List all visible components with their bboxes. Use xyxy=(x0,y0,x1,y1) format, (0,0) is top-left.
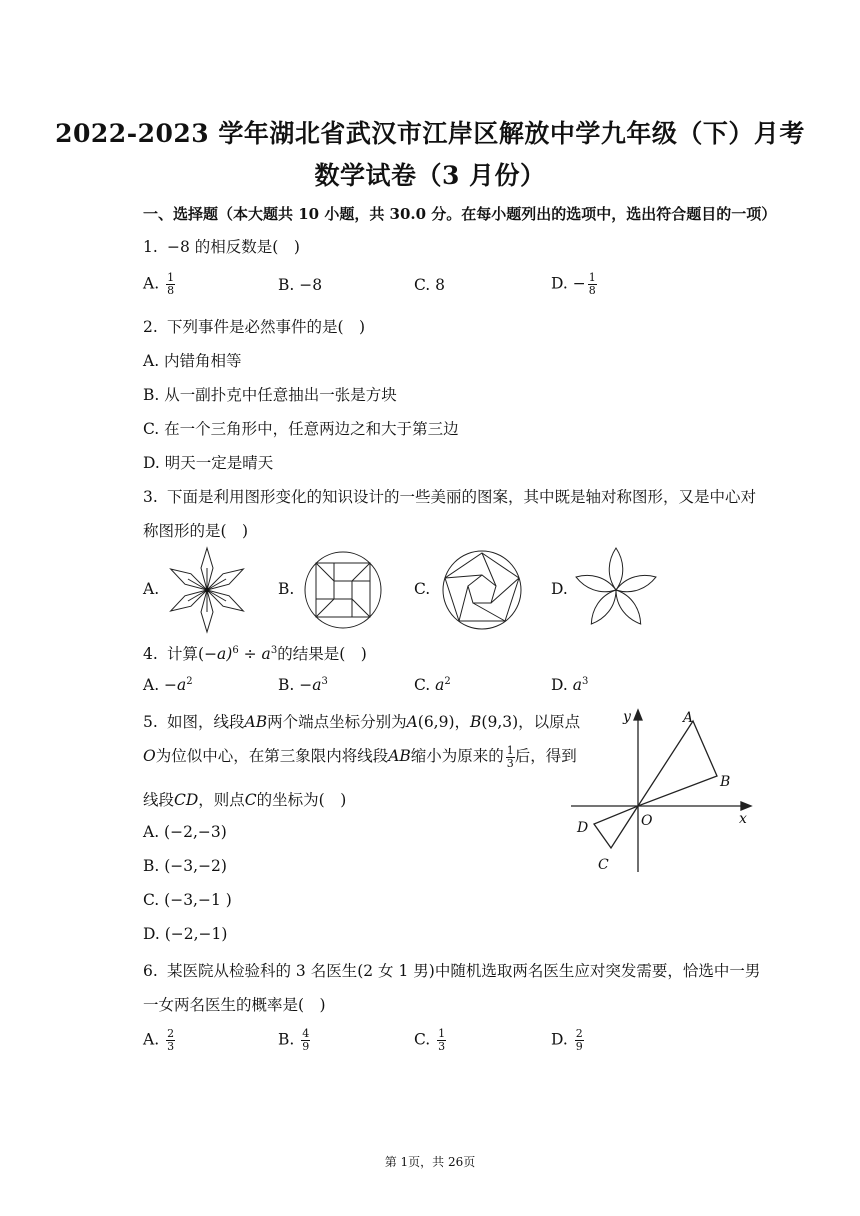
figure-pentagon-in-circle xyxy=(440,549,524,631)
q4-option-a: A. −𝑎$^2$ xyxy=(143,676,193,695)
fraction: $\frac{2}{3}$ xyxy=(167,1027,175,1053)
question-number: 4. xyxy=(143,645,158,663)
x-axis-arrow xyxy=(741,802,751,810)
question-text: 下列事件是必然事件的是( ) xyxy=(167,318,366,336)
fraction: $\frac{2}{9}$ xyxy=(575,1027,583,1053)
q3-option-c-label: C. xyxy=(414,580,431,598)
page-title-line2: 数学试卷（3 月份） xyxy=(314,161,546,190)
question-number: 1. xyxy=(143,238,158,256)
q2-option-a: A. 内错角相等 xyxy=(143,352,242,370)
q1-option-a: A. $\frac{1}{8}$ xyxy=(143,271,175,297)
question-3 xyxy=(143,485,756,507)
point-b-label: B xyxy=(720,774,731,790)
question-number: 2. xyxy=(143,318,158,336)
question-4: 4. 计算(−𝑎)$^6$ ÷ 𝑎$^3$的结果是( ) xyxy=(143,644,367,663)
q6-option-c: C. $\frac{1}{3}$ xyxy=(414,1027,446,1053)
q3-option-a-label: A. xyxy=(143,580,160,598)
x-axis-label: x xyxy=(739,811,747,827)
question-3-cont: 称图形的是( ) xyxy=(143,522,249,540)
triangle-OAB xyxy=(638,721,717,806)
q6-option-a: A. $\frac{2}{3}$ xyxy=(143,1027,175,1053)
question-number: 5. xyxy=(143,713,158,731)
y-axis-label: y xyxy=(623,709,631,725)
question-1 xyxy=(143,235,300,257)
section-heading: 一、选择题（本大题共 10 小题，共 30.0 分。在每小题列出的选项中，选出符合题目的一项） xyxy=(143,205,777,223)
q3-option-b-label: B. xyxy=(278,580,295,598)
q6-option-d: D. $\frac{2}{9}$ xyxy=(551,1027,583,1053)
q5-option-c: C. (−3,−1 ) xyxy=(143,891,232,909)
question-5: 5. 如图，线段𝐴𝐵两个端点坐标分别为𝐴(6,9)，𝐵(9,3)，以原点 xyxy=(143,713,581,731)
point-c-label: C xyxy=(598,857,609,873)
q4-option-b: B. −𝑎$^3$ xyxy=(278,676,328,695)
question-text: −8 的相反数是( ) xyxy=(167,238,300,256)
q4-option-c: C. 𝑎$^2$ xyxy=(414,676,451,695)
origin-label: O xyxy=(641,813,653,829)
figure-coordinate-plane xyxy=(565,706,760,876)
q3-option-d-label: D. xyxy=(551,580,568,598)
y-axis-arrow xyxy=(634,710,642,720)
q1-option-d: D. − $\frac{1}{8}$ xyxy=(551,271,596,297)
triangle-OCD xyxy=(594,806,638,848)
q2-option-b: B. 从一副扑克中任意抽出一张是方块 xyxy=(143,386,397,404)
question-number: 6. xyxy=(143,962,158,980)
question-5-cont2: 线段𝐶𝐷，则点𝐶的坐标为( ) xyxy=(143,791,347,809)
q5-option-b: B. (−3,−2) xyxy=(143,857,227,875)
fraction: $\frac{1}{3}$ xyxy=(438,1027,446,1053)
fraction: $\frac{1}{3}$ xyxy=(506,743,514,770)
q2-option-d: D. 明天一定是晴天 xyxy=(143,454,274,472)
q1-option-b: B. −8 xyxy=(278,276,323,294)
fraction: $\frac{4}{9}$ xyxy=(302,1027,310,1053)
question-2 xyxy=(143,315,365,337)
q1-option-c: C. 8 xyxy=(414,276,446,294)
question-text: 下面是利用图形变化的知识设计的一些美丽的图案，其中既是轴对称图形，又是中心对 xyxy=(167,488,757,506)
question-6-cont: 一女两名医生的概率是( ) xyxy=(143,996,326,1014)
page-title-line1: 2022-2023 学年湖北省武汉市江岸区解放中学九年级（下）月考 xyxy=(55,119,805,148)
point-a-label: A xyxy=(683,710,694,726)
q6-option-b: B. $\frac{4}{9}$ xyxy=(278,1027,310,1053)
figure-star-pattern xyxy=(167,546,247,634)
q2-option-c: C. 在一个三角形中，任意两边之和大于第三边 xyxy=(143,420,459,438)
fraction: $\frac{1}{8}$ xyxy=(588,271,596,297)
question-number: 3. xyxy=(143,488,158,506)
page-footer: 第 1页，共 26页 xyxy=(384,1155,476,1169)
q4-option-d: D. 𝑎$^3$ xyxy=(551,676,589,695)
question-6: 6. 某医院从检验科的 3 名医生(2 女 1 男)中随机选取两名医生应对突发需要，恰选中一男 xyxy=(143,962,761,980)
point-d-label: D xyxy=(577,820,589,836)
q5-option-d: D. (−2,−1) xyxy=(143,925,228,943)
fraction: $\frac{1}{8}$ xyxy=(167,271,175,297)
q5-option-a: A. (−2,−3) xyxy=(143,823,227,841)
figure-flower-pattern xyxy=(574,546,658,634)
question-5-cont: 𝑂为位似中心，在第三象限内将线段𝐴𝐵缩小为原来的 $\frac{1}{3}$ 后，得到 xyxy=(143,743,577,770)
figure-square-in-circle xyxy=(303,550,383,630)
